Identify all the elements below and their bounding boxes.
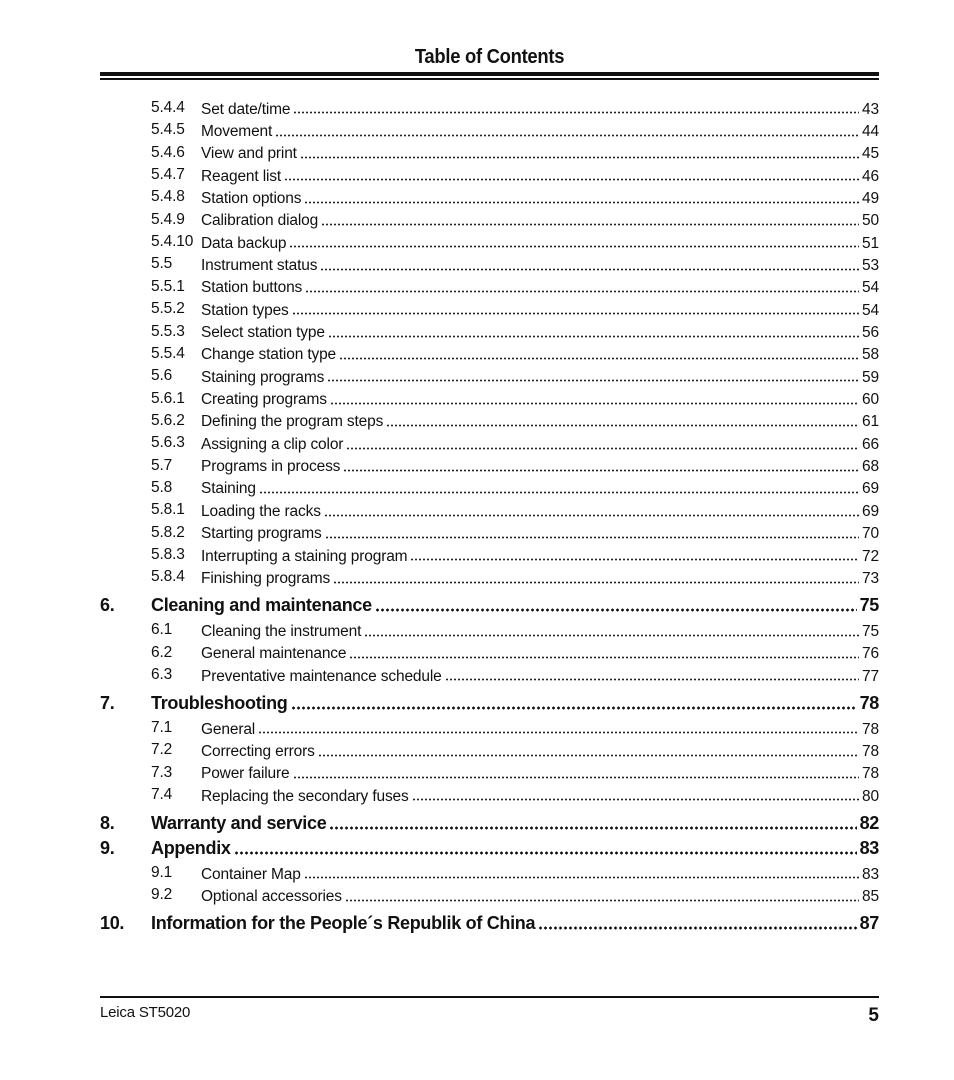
toc-entry-page: 80 (862, 787, 879, 805)
dot-leader (259, 479, 859, 495)
toc-section-entry[interactable] (100, 98, 879, 118)
toc-entry-body (201, 98, 879, 120)
toc-entry-page: 83 (859, 838, 879, 859)
toc-entry-number: 5.4.5 (151, 121, 185, 139)
toc-entry-body (201, 411, 879, 433)
dot-leader (234, 837, 857, 855)
toc-entry-number: 5.6.2 (151, 411, 185, 429)
toc-section-entry[interactable] (100, 545, 879, 565)
toc-section-entry[interactable] (100, 277, 879, 297)
dot-leader (346, 434, 859, 450)
toc-entry-body (201, 643, 879, 665)
toc-entry-page: 49 (862, 189, 879, 207)
toc-entry-number: 10. (100, 913, 125, 934)
dot-leader (275, 121, 859, 137)
page-title: Table of Contents (414, 46, 565, 68)
toc-entry-body (151, 593, 879, 617)
toc-entry-label: General maintenance (201, 645, 347, 663)
toc-entry-label: Troubleshooting (151, 693, 288, 714)
dot-leader (292, 300, 859, 316)
toc-entry-body (151, 811, 879, 835)
dot-leader (325, 523, 859, 539)
dot-leader (328, 322, 859, 338)
toc-entry-number: 5.8 (151, 478, 173, 496)
toc-entry-page: 83 (862, 865, 879, 883)
toc-section-entry[interactable] (100, 411, 879, 431)
toc-section-entry[interactable] (100, 785, 879, 805)
toc-entry-number: 5.6.3 (151, 434, 185, 452)
dot-leader (258, 719, 859, 735)
toc-entry-page: 44 (862, 122, 879, 140)
toc-section-entry[interactable] (100, 210, 879, 230)
toc-section-entry[interactable] (100, 165, 879, 185)
toc-entry-number: 5.8.3 (151, 546, 185, 563)
toc-section-entry[interactable] (100, 344, 879, 364)
toc-entry-body (201, 165, 879, 187)
toc-entry-body (201, 232, 879, 254)
toc-entry-label: Instrument status (201, 256, 318, 274)
toc-entry-label: Finishing programs (201, 569, 331, 587)
toc-entry-page: 85 (862, 887, 879, 905)
toc-entry-number: 8. (100, 813, 115, 834)
toc-entry-page: 66 (862, 435, 879, 453)
toc-entry-number: 5.4.7 (151, 166, 185, 184)
toc-entry-label: Assigning a clip color (201, 435, 344, 453)
dot-leader (330, 389, 859, 405)
toc-entry-label: Defining the program steps (201, 413, 384, 431)
toc-entry-number: 6.3 (151, 666, 173, 684)
toc-entry-number: 7.3 (151, 763, 173, 781)
dot-leader (305, 278, 859, 294)
toc-entry-body (201, 120, 879, 142)
toc-entry-label: Interrupting a staining program (201, 547, 408, 565)
toc-entry-body (201, 500, 879, 522)
toc-entry-number: 7. (100, 693, 115, 714)
toc-entry-page: 78 (859, 693, 879, 714)
toc-entry-label: Information for the People´s Republik of China (151, 913, 536, 934)
toc-entry-page: 54 (862, 301, 879, 319)
toc-entry-number: 5.4.10 (151, 233, 194, 251)
toc-section-entry[interactable] (100, 740, 879, 760)
toc-section-entry[interactable] (100, 120, 879, 140)
dot-leader (321, 211, 859, 227)
toc-entry-label: View and print (201, 145, 297, 163)
toc-entry-number: 5.4.8 (151, 188, 185, 206)
toc-entry-page: 70 (862, 525, 879, 543)
toc-entry-label: Optional accessories (201, 887, 342, 905)
toc-entry-number: 6. (100, 595, 115, 616)
toc-entry-number: 5.7 (151, 456, 173, 474)
toc-entry-page: 68 (862, 458, 879, 476)
toc-section-entry[interactable] (100, 389, 879, 409)
toc-entry-page: 77 (862, 667, 879, 685)
toc-entry-page: 51 (862, 234, 879, 252)
footer-rule (100, 996, 879, 998)
toc-section-entry[interactable] (100, 187, 879, 207)
toc-entry-body (201, 478, 879, 500)
toc-entry-label: Programs in process (201, 458, 341, 476)
toc-section-entry[interactable] (100, 643, 879, 663)
toc-entry-number: 7.2 (151, 741, 173, 759)
toc-entry-number: 5.8.1 (151, 501, 185, 519)
dot-leader (375, 594, 857, 612)
dot-leader (538, 912, 856, 930)
dot-leader (445, 666, 859, 682)
toc-entry-number: 5.4.9 (151, 210, 185, 228)
toc-entry-body (201, 187, 879, 209)
toc-entry-body (201, 322, 879, 344)
toc-entry-number: 5.6.1 (151, 389, 185, 407)
toc-section-entry[interactable] (100, 433, 879, 453)
toc-entry-body (201, 143, 879, 165)
toc-entry-label: Warranty and service (151, 813, 327, 834)
toc-entry-page: 75 (862, 622, 879, 640)
toc-entry-label: Select station type (201, 324, 325, 341)
dot-leader (333, 568, 859, 584)
toc-entry-number: 5.5 (151, 255, 173, 273)
toc-entry-page: 87 (859, 913, 879, 934)
toc-entry-body (201, 277, 879, 299)
toc-entry-label: Loading the racks (201, 502, 321, 520)
toc-entry-number: 7.4 (151, 786, 173, 804)
toc-entry-label: Power failure (201, 765, 290, 783)
toc-entry-body (201, 718, 879, 740)
dot-leader (304, 864, 859, 880)
toc-entry-page: 53 (862, 256, 879, 274)
toc-entry-page: 45 (862, 145, 879, 163)
dot-leader (284, 166, 859, 182)
toc-chapter-entry[interactable] (100, 911, 879, 935)
toc-entry-label: Cleaning and maintenance (151, 595, 372, 616)
toc-entry-label: Creating programs (201, 391, 327, 409)
dot-leader (364, 621, 859, 637)
toc-entry-label: Replacing the secondary fuses (201, 787, 409, 805)
toc-entry-page: 76 (862, 645, 879, 663)
toc-section-entry[interactable] (100, 567, 879, 587)
toc-entry-label: Set date/time (201, 100, 291, 118)
toc-entry-label: Staining (201, 480, 256, 498)
toc-section-entry[interactable] (100, 718, 879, 738)
toc-entry-number: 9.1 (151, 864, 173, 882)
toc-section-entry[interactable] (100, 620, 879, 640)
toc-section-entry[interactable] (100, 322, 879, 342)
dot-leader (329, 812, 856, 830)
toc-entry-number: 5.5.3 (151, 322, 185, 340)
toc-entry-page: 43 (862, 100, 879, 118)
toc-section-entry[interactable] (100, 456, 879, 476)
toc-entry-body (201, 210, 879, 232)
toc-entry-body (201, 299, 879, 321)
toc-section-entry[interactable] (100, 299, 879, 319)
dot-leader (412, 786, 859, 802)
toc-entry-page: 58 (862, 346, 879, 364)
dot-leader (289, 233, 859, 249)
toc-entry-page: 61 (862, 413, 879, 431)
toc-entry-body (201, 620, 879, 642)
toc-section-entry[interactable] (100, 523, 879, 543)
toc-entry-label: Calibration dialog (201, 212, 319, 230)
toc-entry-number: 5.8.2 (151, 523, 185, 541)
footer-product-name: Leica ST5020 (100, 1004, 191, 1021)
toc-entry-body (201, 523, 879, 545)
toc-entry-body (151, 911, 879, 935)
toc-entry-number: 5.5.1 (151, 277, 185, 295)
toc-entry-label: Starting programs (201, 525, 322, 543)
toc-section-entry[interactable] (100, 885, 879, 905)
title-rule-thin (100, 78, 879, 80)
toc-entry-label: Correcting errors (201, 742, 315, 760)
toc-entry-number: 9. (100, 838, 115, 859)
toc-entry-label: Change station type (201, 346, 337, 364)
toc-entry-body (201, 254, 879, 276)
dot-leader (324, 501, 859, 517)
toc-entry-number: 6.1 (151, 621, 173, 639)
toc-section-entry[interactable] (100, 232, 879, 252)
toc-entry-page: 56 (862, 324, 879, 341)
dot-leader (304, 188, 859, 204)
toc-entry-page: 60 (862, 391, 879, 409)
toc-section-entry[interactable] (100, 665, 879, 685)
dot-leader (318, 741, 859, 757)
dot-leader (410, 546, 859, 562)
toc-entry-page: 82 (859, 813, 879, 834)
toc-entry-page: 78 (862, 765, 879, 783)
toc-entry-label: Preventative maintenance schedule (201, 667, 442, 685)
toc-entry-page: 75 (859, 595, 879, 616)
toc-section-entry[interactable] (100, 366, 879, 386)
dot-leader (345, 886, 859, 902)
toc-entry-page: 78 (862, 742, 879, 760)
toc-section-entry[interactable] (100, 500, 879, 520)
toc-entry-page: 69 (862, 480, 879, 498)
toc-entry-body (201, 763, 879, 785)
dot-leader (320, 255, 859, 271)
toc-entry-page: 73 (862, 569, 879, 587)
footer-page-number: 5 (868, 1005, 879, 1026)
dot-leader (291, 692, 857, 710)
dot-leader (327, 367, 859, 383)
toc-entry-label: Reagent list (201, 167, 282, 185)
dot-leader (339, 345, 859, 361)
toc-entry-page: 78 (862, 720, 879, 738)
dot-leader (349, 643, 859, 659)
toc-entry-label: Staining programs (201, 368, 325, 386)
dot-leader (293, 764, 860, 780)
toc-entry-body (201, 885, 879, 907)
toc-entry-page: 46 (862, 167, 879, 185)
toc-entry-number: 5.4.4 (151, 99, 185, 116)
toc-entry-number: 5.6 (151, 367, 173, 385)
toc-entry-number: 7.1 (151, 719, 173, 737)
toc-entry-label: Cleaning the instrument (201, 622, 362, 640)
toc-chapter-entry[interactable] (100, 691, 879, 715)
toc-entry-body (201, 665, 879, 687)
toc-entry-page: 59 (862, 368, 879, 386)
toc-entry-page: 69 (862, 502, 879, 520)
toc-section-entry[interactable] (100, 863, 879, 883)
toc-entry-label: Station buttons (201, 279, 303, 297)
toc-entry-body (201, 785, 879, 807)
toc-entry-label: Station types (201, 301, 289, 319)
toc-entry-body (151, 836, 879, 860)
toc-section-entry[interactable] (100, 254, 879, 274)
toc-chapter-entry[interactable] (100, 593, 879, 617)
toc-section-entry[interactable] (100, 478, 879, 498)
toc-entry-label: Data backup (201, 234, 287, 252)
toc-entry-label: Appendix (151, 838, 231, 859)
toc-entry-body (201, 433, 879, 455)
title-rule (100, 72, 879, 76)
toc-entry-body (201, 545, 879, 567)
dot-leader (293, 99, 859, 115)
toc-chapter-entry[interactable] (100, 836, 879, 860)
toc-chapter-entry[interactable] (100, 811, 879, 835)
toc-entry-number: 5.4.6 (151, 143, 185, 161)
toc-entry-page: 50 (862, 212, 879, 230)
toc-entry-body (201, 456, 879, 478)
toc-entry-body (201, 863, 879, 885)
dot-leader (300, 143, 859, 159)
toc-entry-number: 5.5.4 (151, 344, 185, 362)
toc-entry-label: General (201, 720, 256, 738)
toc-entry-number: 5.5.2 (151, 300, 185, 318)
toc-entry-number: 6.2 (151, 643, 173, 661)
toc-entry-label: Container Map (201, 865, 301, 883)
toc-entry-page: 54 (862, 279, 879, 297)
toc-entry-number: 5.8.4 (151, 568, 185, 586)
toc-entry-body (201, 740, 879, 762)
toc-entry-page: 72 (862, 547, 879, 565)
toc-entry-number: 9.2 (151, 886, 173, 904)
toc-entry-body (201, 366, 879, 388)
toc-section-entry[interactable] (100, 143, 879, 163)
toc-entry-body (201, 389, 879, 411)
toc-section-entry[interactable] (100, 763, 879, 783)
toc-entry-label: Station options (201, 189, 302, 207)
toc-entry-label: Movement (201, 122, 273, 140)
dot-leader (386, 412, 859, 428)
toc-entry-body (151, 691, 879, 715)
toc-entry-body (201, 567, 879, 589)
toc-entry-body (201, 344, 879, 366)
dot-leader (343, 456, 859, 472)
